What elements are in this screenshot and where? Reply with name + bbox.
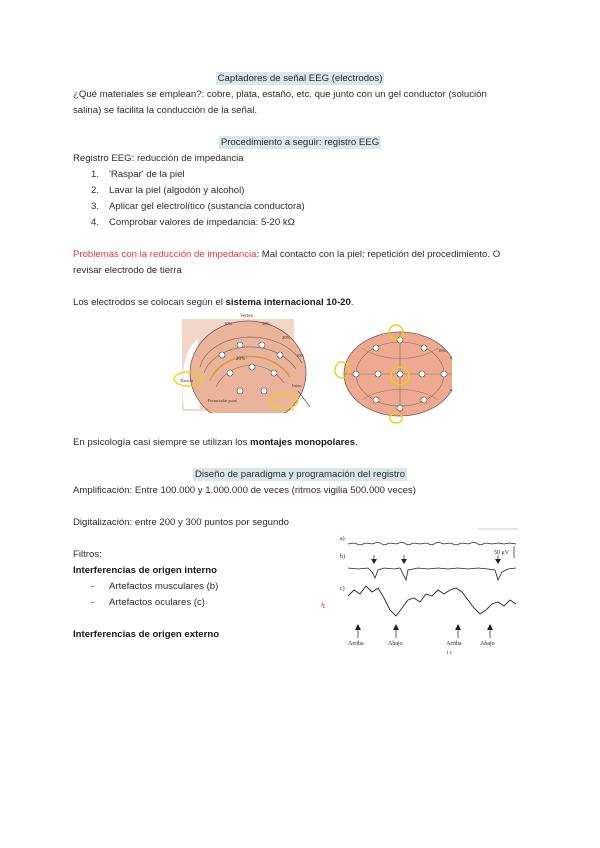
montajes-monopolares: montajes monopolares	[250, 437, 356, 448]
step-text: Aplicar gel electrolítico (sustancia conductora)	[109, 201, 305, 212]
trace-c	[348, 586, 516, 616]
problems-text: : Mal contacto con la piel: repetición del procedimiento. O	[256, 249, 501, 260]
step-text: Comprobar valores de impedancia: 5-20 kΩ	[109, 217, 295, 228]
percent-label: 20%	[236, 357, 246, 362]
step-number: 4.	[91, 217, 100, 228]
time-scale-label: 1 s	[446, 651, 452, 656]
internal-item: Artefactos oculares (c)	[109, 597, 205, 608]
step-number: 1.	[91, 169, 100, 180]
arrow-label: Abajo	[388, 641, 403, 647]
materials-paragraph-line-1: ¿Qué materiales se emplean?: cobre, plata, estaño, etc. que junto con un gel conductor (solución	[73, 89, 487, 100]
external-interference-heading: Interferencias de origen externo	[73, 629, 220, 640]
step-number: 2.	[91, 185, 100, 196]
dash-bullet: -	[91, 597, 95, 608]
problems-line-1	[73, 249, 500, 260]
trace-a	[348, 542, 516, 545]
materials-paragraph-line-2: salina) se facilita la conducción de la señal.	[73, 105, 257, 116]
amplification-line: Amplificación: Entre 100.000 y 1.000.000 de veces (ritmos vigilia 500.000 veces)	[73, 485, 416, 496]
inion-label: Inion	[292, 383, 302, 388]
percent-label: 20%	[282, 335, 291, 340]
trace-c-label: c)	[340, 586, 345, 592]
trace-b	[348, 568, 516, 580]
nasion-label: Nasion	[180, 378, 193, 383]
svg-text:↯: ↯	[320, 601, 327, 610]
section-heading-electrodes: Captadores de señal EEG (electrodos)	[217, 73, 383, 84]
procedure-intro: Registro EEG: reducción de impedancia	[73, 153, 244, 164]
percent-label: 20%	[262, 321, 271, 326]
filters-label: Filtros:	[73, 549, 102, 560]
problems-line-2: revisar electrodo de tierra	[73, 265, 182, 276]
percent-label: 10%	[224, 321, 233, 326]
problems-label: Problemas con la reducción de impedancia	[73, 249, 257, 260]
arrow-label: Arriba	[348, 641, 364, 647]
trace-a-label: a)	[340, 536, 345, 542]
internal-item: Artefactos musculares (b)	[109, 581, 219, 592]
step-text: 'Raspar' de la piel	[109, 169, 185, 180]
montages-sentence: En psicología casi siempre se utilizan los montajes monopolares.	[73, 437, 358, 448]
section-heading-paradigm: Diseño de paradigma y programación del registro	[194, 469, 406, 480]
percent-label: 10%	[296, 353, 305, 358]
step-number: 3.	[91, 201, 100, 212]
percent-label: 10%	[438, 348, 447, 353]
dash-bullet: -	[91, 581, 95, 592]
arrow-label: Arriba	[446, 641, 462, 647]
preauricular-label: Preauricular point	[208, 398, 237, 403]
system-10-20: sistema internacional 10-20	[225, 297, 351, 308]
electrodes-sentence: Los electrodos se colocan según el sistema internacional 10-20.	[73, 297, 354, 308]
step-text: Lavar la piel (algodón y alcohol)	[109, 185, 245, 196]
vertex-label: Vertex	[240, 314, 254, 319]
trace-b-label: b)	[340, 554, 345, 560]
head-top-view-figure	[332, 318, 452, 424]
scale-label: 50 μV	[494, 550, 510, 556]
head-side-view-figure	[170, 311, 316, 413]
digitalization-line: Digitalización: entre 200 y 300 puntos por segundo	[73, 517, 290, 528]
arrow-label: Abajo	[480, 641, 495, 647]
section-heading-procedure: Procedimiento a seguir: registro EEG	[220, 137, 380, 148]
eeg-artifacts-figure	[318, 528, 524, 656]
internal-interference-heading: Interferencias de origen interno	[73, 565, 217, 576]
